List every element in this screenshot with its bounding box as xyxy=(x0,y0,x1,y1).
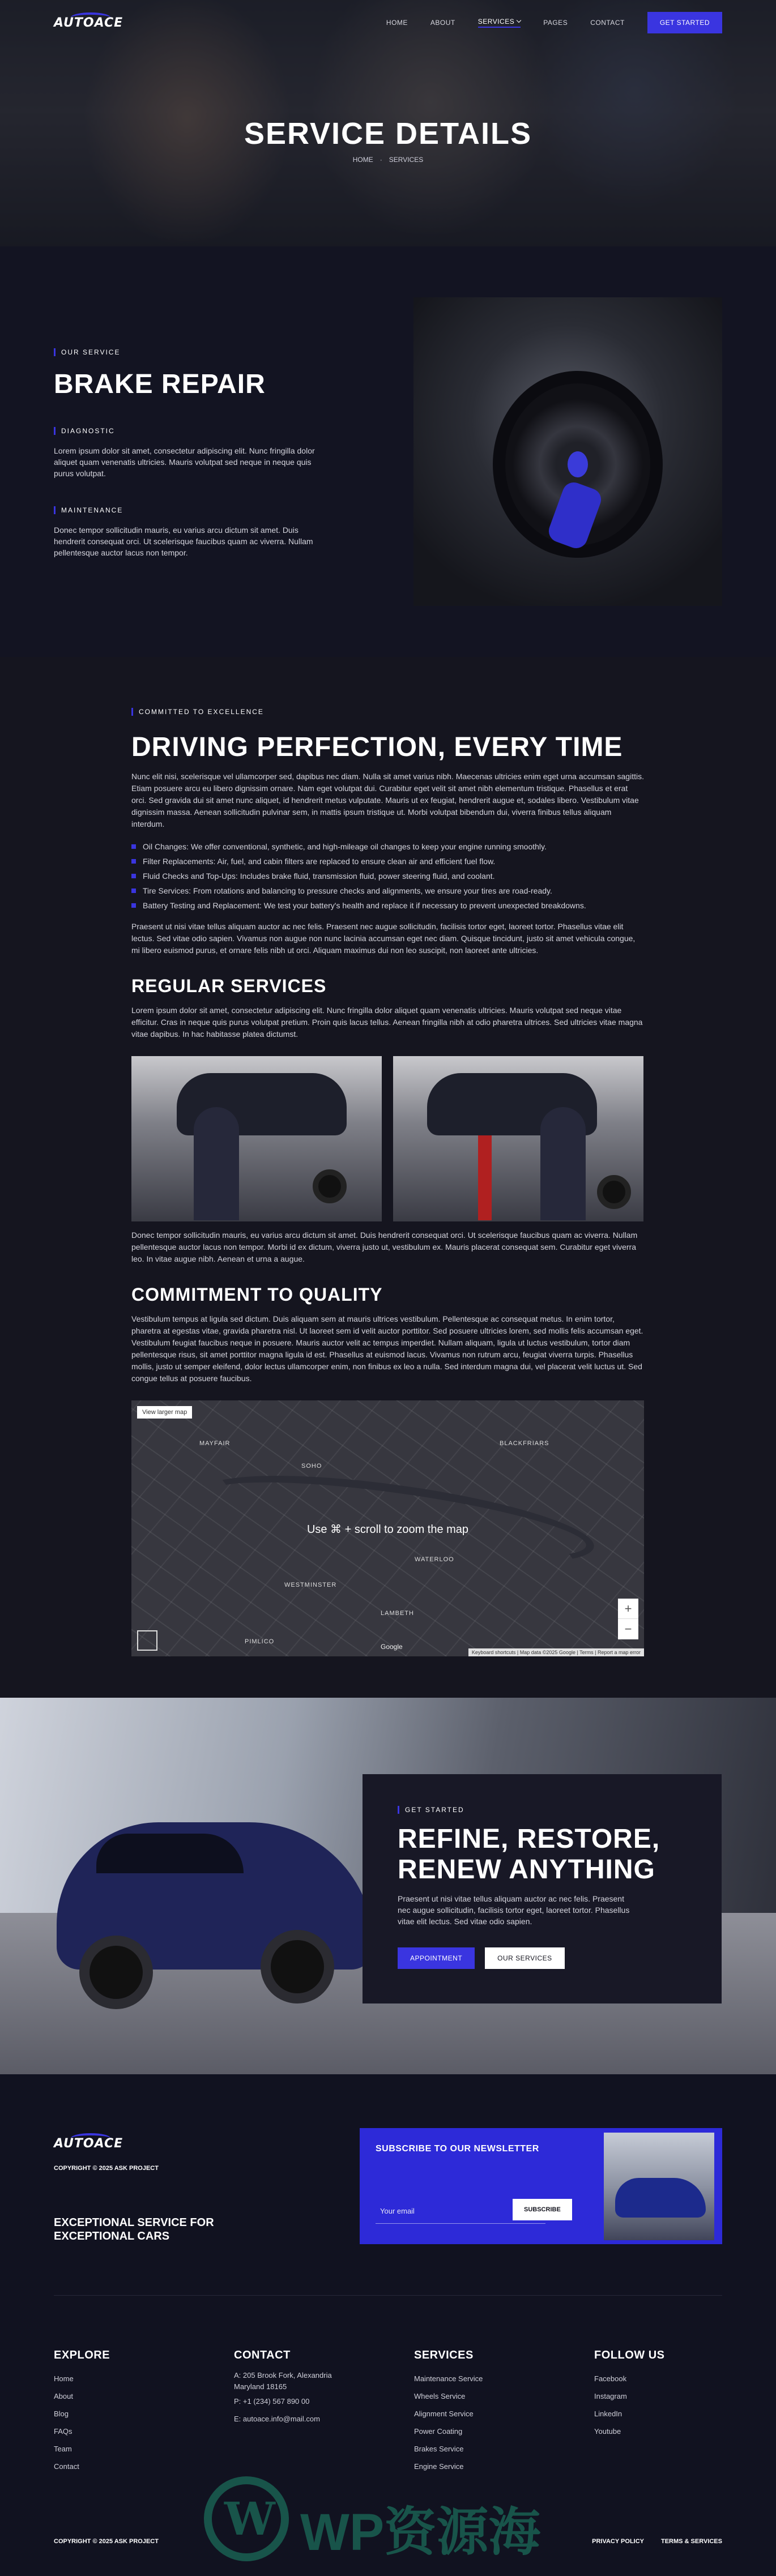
diagnostic-heading-text: DIAGNOSTIC xyxy=(61,427,115,435)
logo-swoosh-icon xyxy=(71,2133,110,2143)
accent-bar xyxy=(54,506,56,514)
maintenance-text: Donec tempor sollicitudin mauris, eu varius arcu dictum sit amet. Duis hendrerit consequat orci. Ut scelerisque faucibus quam ac viverra. Nullam pellentesque auctor lacus non tempor. xyxy=(54,526,313,557)
accent-bar xyxy=(54,348,56,356)
footer-social-link[interactable]: LinkedIn xyxy=(594,2410,622,2418)
top-nav xyxy=(54,11,722,34)
footer-divider xyxy=(54,2295,722,2296)
map-brand-logo: Google xyxy=(381,1643,403,1651)
accent-bar xyxy=(54,427,56,435)
view-larger-map-link[interactable]: View larger map xyxy=(137,1406,192,1419)
footer-link[interactable]: Alignment Service xyxy=(414,2410,474,2418)
accent-bar xyxy=(131,708,133,716)
tire-graphic xyxy=(313,1169,347,1203)
newsletter-title: SUBSCRIBE TO OUR NEWSLETTER xyxy=(376,2144,539,2154)
nav-about[interactable]: ABOUT xyxy=(430,19,455,27)
footer-logo-text: AUTOACE xyxy=(54,2137,123,2151)
list-item-text: Filter Replacements: Air, fuel, and cabin filters are replaced to ensure clean air and efficient fuel flow. xyxy=(143,857,496,866)
gallery xyxy=(131,1056,644,1221)
service-info xyxy=(54,348,320,558)
service-section xyxy=(0,246,776,657)
footer-contact xyxy=(234,2349,393,2428)
regular-services-heading: REGULAR SERVICES xyxy=(131,976,327,996)
diagnostic-text: Lorem ipsum dolor sit amet, consectetur adipiscing elit. Nunc fringilla dolor aliquet quam venenatis ultricies. Mauris volutpat sed neque in neque quis purus volutpat. xyxy=(54,446,315,478)
zoom-out-button[interactable]: − xyxy=(624,1622,632,1636)
bullet-icon xyxy=(131,844,136,849)
privacy-policy-link[interactable]: PRIVACY POLICY xyxy=(592,2538,644,2545)
map-attribution[interactable]: Keyboard shortcuts | Map data ©2025 Google | Terms | Report a map error xyxy=(468,1648,644,1656)
footer-link[interactable]: Maintenance Service xyxy=(414,2374,483,2383)
footer-bottom-bar xyxy=(54,2538,722,2545)
footer-copyright-small: COPYRIGHT © 2025 ASK PROJECT xyxy=(54,2165,159,2172)
newsletter-image xyxy=(604,2133,714,2240)
page-title: SERVICE DETAILS xyxy=(244,117,532,151)
bullet-icon xyxy=(131,874,136,878)
map-label: PIMLICO xyxy=(245,1638,275,1645)
hero xyxy=(0,0,776,246)
embedded-map[interactable] xyxy=(131,1400,644,1656)
our-services-button[interactable]: OUR SERVICES xyxy=(485,1947,564,1969)
wordpress-w-glyph: W xyxy=(224,2492,275,2545)
footer xyxy=(0,2074,776,2576)
nav-links xyxy=(386,12,722,33)
nav-services-label: SERVICES xyxy=(477,18,515,25)
footer-link[interactable]: Blog xyxy=(54,2410,69,2418)
map-label: BLACKFRIARS xyxy=(500,1440,549,1447)
logo-swoosh-icon xyxy=(71,12,110,23)
footer-follow xyxy=(594,2349,722,2440)
nav-contact[interactable]: CONTACT xyxy=(590,19,625,27)
footer-column-title: SERVICES xyxy=(414,2349,474,2361)
service-image xyxy=(413,297,722,606)
map-label: WESTMINSTER xyxy=(284,1582,337,1588)
nav-home[interactable]: HOME xyxy=(386,19,408,27)
content-eyebrow-text: COMMITTED TO EXCELLENCE xyxy=(139,708,264,716)
contact-address-line-2: Maryland 18165 xyxy=(234,2382,287,2391)
footer-tagline: EXCEPTIONAL SERVICE FOR EXCEPTIONAL CARS xyxy=(54,2216,214,2242)
mechanic-graphic xyxy=(194,1107,239,1220)
suv-window-graphic xyxy=(96,1834,244,1873)
get-started-button[interactable]: GET STARTED xyxy=(647,12,722,33)
list-item xyxy=(131,854,644,869)
list-item xyxy=(131,883,644,898)
service-eyebrow-text: OUR SERVICE xyxy=(61,348,121,356)
diagnostic-heading xyxy=(54,427,320,435)
footer-column-title: EXPLORE xyxy=(54,2349,110,2361)
quality-text: Vestibulum tempus at ligula sed dictum. Duis aliquam sem at mauris ultrices vestibulum. Pellentesque ac consequat metus. In enim tortor, pharetra at egestas vitae, gravida pharetra nisl. Ut laoreet sem id velit auctor porttitor. Sed posuere ultricies lorem, sed mollis felis accumsan eget. Vestibulum feugiat faucibus neque in posuere. Mauris auctor velit ac tempus imperdiet. Nullam aliquam, ligula ut luctus vestibulum, tortor diam pellentesque risus, sit amet porttitor magna ligula id est. Phasellus at euismod lacus. Vivamus non rutrum arcu, feugiat viverra turpis. Phasellus mollis, justo ut semper eleifend, dolor lectus ullamcorper enim, non finibus ex leo a nulla. Sed interdum magna dui, vel placerat velit luctus ut. Sed congue tellus at posuere faucibus. xyxy=(131,1314,643,1383)
newsletter-box xyxy=(360,2128,722,2244)
intro-text: Nunc elit nisi, scelerisque vel ullamcorper sed, dapibus nec diam. Nulla sit amet varius nibh. Maecenas ultricies enim eget urna accumsan sagittis. Etiam posuere arcu eu libero dignissim ornare. Nam eget volutpat dui. Curabitur eget velit sit amet nibh elementum tristique. Phasellus et erat orci. Sed gravida dui sit amet nunc aliquet, id hendrerit metus vulputate. Mauris ut ex feugiat, hendrerit augue et, sodales libero. Vestibulum vitae dignissim massa. Aenean sollicitudin pulvinar sem, in mattis ipsum tristique ut. Morbi volutpat bibendum dui, viverra finibus tellus aliquam interdum. xyxy=(131,772,644,828)
footer-link[interactable]: Brakes Service xyxy=(414,2445,464,2453)
cta-buttons xyxy=(398,1947,687,1969)
content-eyebrow xyxy=(131,708,644,716)
tire-graphic xyxy=(597,1175,631,1209)
content-title: DRIVING PERFECTION, EVERY TIME xyxy=(131,732,623,762)
footer-column-title: FOLLOW US xyxy=(594,2349,665,2361)
list-item xyxy=(131,869,644,883)
service-title: BRAKE REPAIR xyxy=(54,369,266,399)
cta-title: REFINE, RESTORE, RENEW ANYTHING xyxy=(398,1824,660,1885)
breadcrumb-current: SERVICES xyxy=(389,156,424,164)
newsletter-email-input[interactable]: Your email xyxy=(376,2199,545,2224)
list-item-text: Tire Services: From rotations and balancing to pressure checks and alignments, we ensure your tires are road-ready. xyxy=(143,886,552,895)
breadcrumb-home[interactable]: HOME xyxy=(352,156,373,164)
footer-logo[interactable] xyxy=(54,2137,123,2151)
breadcrumb xyxy=(0,156,776,164)
list-item-text: Fluid Checks and Top-Ups: Includes brake fluid, transmission fluid, power steering fluid, and coolant. xyxy=(143,872,495,881)
appointment-button[interactable]: APPOINTMENT xyxy=(398,1947,475,1969)
footer-link[interactable]: Power Coating xyxy=(414,2427,463,2436)
suv-wheel-graphic xyxy=(79,1936,153,2009)
logo[interactable] xyxy=(54,16,123,30)
footer-services xyxy=(414,2349,573,2475)
list-item-text: Oil Changes: We offer conventional, synthetic, and high-mileage oil changes to keep your engine running smoothly. xyxy=(143,842,547,851)
footer-link[interactable]: Contact xyxy=(54,2462,79,2471)
footer-link[interactable]: Team xyxy=(54,2445,72,2453)
bullet-icon xyxy=(131,888,136,893)
after-gallery-text: Donec tempor sollicitudin mauris, eu varius arcu dictum sit amet. Duis hendrerit consequat orci. Ut scelerisque faucibus quam ac viverra. Nullam pellentesque auctor lacus non tempor. Morbi id ex dictum, viverra justo ut, vestibulum ex. Mauris placerat consequat sem. Curabitur eget viverra leo. In vitae augue nibh. Aenean et urna a augue. xyxy=(131,1231,638,1263)
regular-services-text: Lorem ipsum dolor sit amet, consectetur adipiscing elit. Nunc fringilla dolor aliquet quam venenatis ultricies. Mauris volutpat sed neque vitae efficitur. Cras in neque quis purus volutpat pretium. Proin quis lacus tellus. Aenean fringilla nibh at odio pharetra ultrices. Sed ultricies vitae magna vitae dapibus. In hac habitasse platea dictumst. xyxy=(131,1006,643,1039)
subscribe-button[interactable]: SUBSCRIBE xyxy=(513,2199,572,2220)
map-zoom-controls xyxy=(618,1599,638,1639)
watermark-text: WP资源海 xyxy=(300,2504,541,2561)
list-item-text: Battery Testing and Replacement: We test your battery's health and replace it if necessary to prevent unexpected breakdowns. xyxy=(143,901,586,910)
map-label: SOHO xyxy=(301,1463,322,1469)
footer-link[interactable]: Home xyxy=(54,2374,74,2383)
contact-address-line-1: A: 205 Brook Fork, Alexandria xyxy=(234,2371,332,2380)
footer-social-link[interactable]: Facebook xyxy=(594,2374,627,2383)
content-wrap xyxy=(131,708,644,1656)
footer-legal-links xyxy=(592,2538,722,2545)
service-eyebrow xyxy=(54,348,320,356)
suv-wheel-graphic xyxy=(261,1930,334,2003)
watermark xyxy=(204,2476,572,2561)
bullet-icon xyxy=(131,903,136,908)
cta-eyebrow-text: GET STARTED xyxy=(405,1806,464,1814)
terms-link[interactable]: TERMS & SERVICES xyxy=(661,2538,722,2545)
car-graphic xyxy=(615,2178,706,2218)
service-list xyxy=(131,839,644,913)
mechanic-graphic xyxy=(540,1107,586,1220)
quality-heading: COMMITMENT TO QUALITY xyxy=(131,1284,383,1305)
maintenance-heading xyxy=(54,506,320,514)
list-item xyxy=(131,839,644,854)
accent-bar xyxy=(398,1806,399,1814)
logo-text: AUTOACE xyxy=(54,15,123,30)
map-zoom-hint: Use ⌘ + scroll to zoom the map xyxy=(306,1523,469,1536)
chevron-down-icon xyxy=(517,18,521,23)
breadcrumb-separator: · xyxy=(380,156,382,164)
footer-social-link[interactable]: Instagram xyxy=(594,2392,627,2400)
nav-pages[interactable]: PAGES xyxy=(543,19,568,27)
contact-email[interactable]: E: autoace.info@mail.com xyxy=(234,2415,320,2423)
footer-social-link[interactable]: Youtube xyxy=(594,2427,621,2436)
footer-copyright: COPYRIGHT © 2025 ASK PROJECT xyxy=(54,2538,159,2545)
after-list-text: Praesent ut nisi vitae tellus aliquam auctor ac nec felis. Praesent nec augue sollicitudin, facilisis tortor eget, laoreet tortor. Phasellus vitae elit lectus. Sed vitae odio sapien. Vivamus non augue non nunc lacinia accumsan eget nec diam. Quisque tincidunt, justo sit amet vehicula congue, mi libero euismod purus, et ornare felis nibh ut orci. Aliquam maximus dui non leo suscipit, non laoreet ante ultricies. xyxy=(131,922,636,955)
map-label: MAYFAIR xyxy=(199,1440,231,1447)
footer-explore xyxy=(54,2349,212,2475)
cta-box xyxy=(363,1774,722,2003)
map-label: WATERLOO xyxy=(415,1556,454,1563)
cta-eyebrow xyxy=(398,1806,687,1814)
zoom-in-button[interactable]: + xyxy=(618,1599,638,1619)
contact-phone[interactable]: P: +1 (234) 567 890 00 xyxy=(234,2397,310,2406)
cta-text: Praesent ut nisi vitae tellus aliquam auctor ac nec felis. Praesent nec augue sollicitudin, facilisis tortor eget, laoreet tortor. Phasellus vitae elit lectus. Sed vitae odio sapien. xyxy=(398,1894,630,1926)
fullscreen-icon[interactable] xyxy=(137,1630,157,1651)
footer-link[interactable]: Engine Service xyxy=(414,2462,464,2471)
lift-graphic xyxy=(478,1135,492,1220)
footer-link[interactable]: Wheels Service xyxy=(414,2392,466,2400)
bullet-icon xyxy=(131,859,136,864)
nav-services[interactable] xyxy=(478,18,521,28)
gallery-image-1 xyxy=(131,1056,382,1221)
gallery-image-2 xyxy=(393,1056,643,1221)
map-label: LAMBETH xyxy=(381,1610,414,1617)
footer-link[interactable]: About xyxy=(54,2392,73,2400)
cta-section xyxy=(0,1698,776,2074)
footer-link[interactable]: FAQs xyxy=(54,2427,73,2436)
footer-column-title: CONTACT xyxy=(234,2349,291,2361)
maintenance-heading-text: MAINTENANCE xyxy=(61,506,123,514)
list-item xyxy=(131,898,644,913)
content-section xyxy=(0,657,776,1698)
